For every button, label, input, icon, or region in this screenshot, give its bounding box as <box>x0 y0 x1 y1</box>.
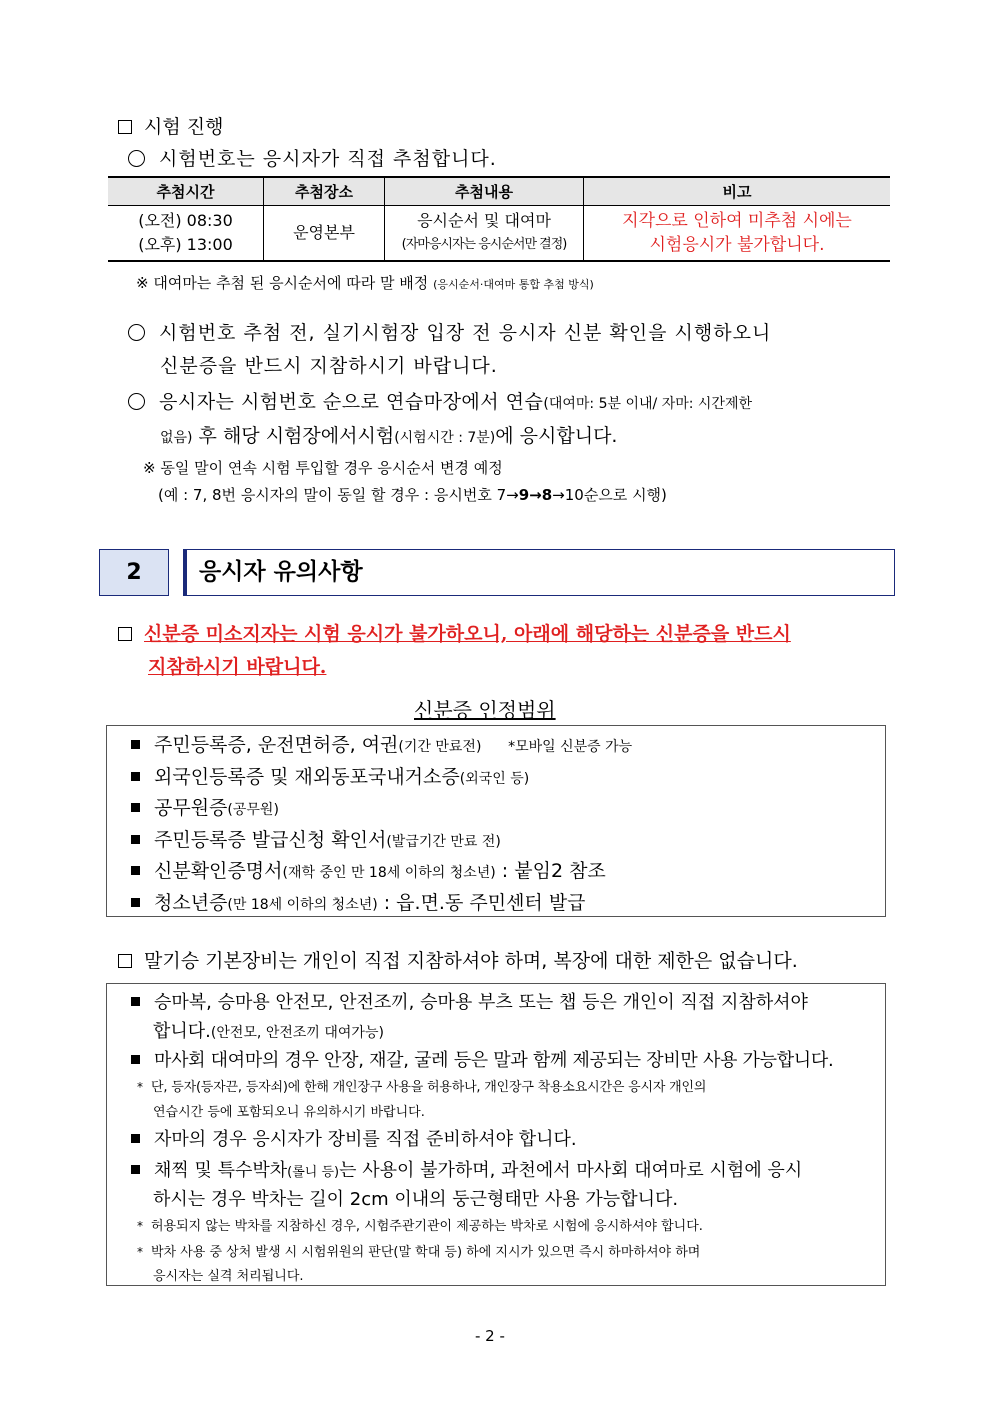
item-draw-number: 시험번호는 응시자가 직접 추첨합니다. <box>128 144 497 171</box>
table-row <box>108 206 890 262</box>
item-id-check: 시험번호 추첨 전, 실기시험장 입장 전 응시자 신분 확인을 시행하오니 <box>128 318 771 345</box>
list-item-cont: 합니다.(안전모, 안전조끼 대여가능) <box>153 1021 384 1042</box>
id-item: 외국인등록증 및 재외동포국내거소증(외국인 등) <box>131 762 529 789</box>
note-item-cont: 응시자는 실격 처리됩니다. <box>153 1269 304 1284</box>
id-item: 신분확인증명서(재학 중인 만 18세 이하의 청소년) : 붙임2 참조 <box>131 856 606 883</box>
table-header-row <box>108 177 890 206</box>
equipment-heading: 말기승 기본장비는 개인이 직접 지참하셔야 하며, 복장에 대한 제한은 없습니다. <box>118 946 798 973</box>
square-bullet-icon <box>131 803 140 812</box>
section-number: 2 <box>99 549 169 596</box>
square-bullet-icon <box>131 835 140 844</box>
list-item-cont: 하시는 경우 박차는 길이 2cm 이내의 둥근형태만 사용 가능합니다. <box>153 1189 679 1210</box>
checkbox-square-icon <box>118 120 132 134</box>
note-item: * 박차 사용 중 상처 발생 시 시험위원의 판단(말 학대 등) 하에 지시가 있으면 즉시 하마하셔야 하며 <box>137 1245 701 1260</box>
item-practice: 응시자는 시험번호 순으로 연습마장에서 연습(대여마: 5분 이내/ 자마: 시간제한 <box>128 387 752 414</box>
square-bullet-icon <box>131 772 140 781</box>
equipment-box <box>106 983 886 1286</box>
asterisk-icon: * <box>137 1080 143 1094</box>
table-header: 추첨장소 <box>264 177 385 206</box>
square-bullet-icon <box>131 898 140 907</box>
note-order-change: ※ 동일 말이 연속 시험 투입할 경우 응시순서 변경 예정 <box>143 459 503 477</box>
circle-bullet-icon <box>128 393 145 410</box>
square-bullet-icon <box>131 1055 140 1064</box>
id-range-box <box>106 725 886 917</box>
square-bullet-icon <box>131 740 140 749</box>
square-bullet-icon <box>131 997 140 1006</box>
square-bullet-icon <box>131 866 140 875</box>
asterisk-icon: * <box>137 1219 143 1233</box>
id-range-title: 신분증 인정범위 <box>414 698 556 722</box>
section-heading-exam-progress: 시험 진행 <box>118 112 223 139</box>
id-item: 청소년증(만 18세 이하의 청소년) : 읍.면.동 주민센터 발급 <box>131 888 586 915</box>
note-item: * 허용되지 않는 박차를 지참하신 경우, 시험주관기관이 제공하는 박차로 시험에 응시하셔야 합니다. <box>137 1219 703 1234</box>
circle-bullet-icon <box>128 324 145 341</box>
asterisk-icon: * <box>137 1245 143 1259</box>
list-item: 채찍 및 특수박차(롤니 등)는 사용이 불가하며, 과천에서 마사회 대여마로 시험에 응시 <box>131 1156 802 1182</box>
list-item: 마사회 대여마의 경우 안장, 재갈, 굴레 등은 말과 함께 제공되는 장비만 사용 가능합니다. <box>131 1046 833 1072</box>
item-practice-line2: 없음) 후 해당 시험장에서시험(시험시간 : 7분)에 응시합니다. <box>160 425 618 447</box>
cell-note: 지각으로 인하여 미추첨 시에는 시험응시가 불가합니다. <box>584 206 891 262</box>
table-header: 추첨시간 <box>108 177 264 206</box>
cell-place: 운영본부 <box>264 206 385 262</box>
checkbox-square-icon <box>118 627 132 641</box>
id-item: 주민등록증, 운전면허증, 여권(기간 만료전) *모바일 신분증 가능 <box>131 730 632 757</box>
warning-id-required: 신분증 미소지자는 시험 응시가 불가하오니, 아래에 해당하는 신분증을 반드시 <box>118 619 791 646</box>
table-header: 비고 <box>584 177 891 206</box>
draw-schedule-table <box>108 176 890 262</box>
list-item: 자마의 경우 응시자가 장비를 직접 준비하셔야 합니다. <box>131 1125 577 1151</box>
section-title: 응시자 유의사항 <box>183 549 895 596</box>
note-item-cont: 연습시간 등에 포함되오니 유의하시기 바랍니다. <box>153 1105 425 1120</box>
square-bullet-icon <box>131 1134 140 1143</box>
id-item: 주민등록증 발급신청 확인서(발급기간 만료 전) <box>131 825 501 852</box>
page-number: - 2 - <box>475 1327 505 1345</box>
warning-id-required-line2: 지참하시기 바랍니다. <box>148 656 327 678</box>
cell-time: (오전) 08:30 (오후) 13:00 <box>108 206 264 262</box>
item-id-check-line2: 신분증을 반드시 지참하시기 바랍니다. <box>160 355 498 377</box>
note-item: * 단, 등자(등자끈, 등자쇠)에 한해 개인장구 사용을 허용하나, 개인장구 착용소요시간은 응시자 개인의 <box>137 1080 707 1095</box>
table-header: 추첨내용 <box>385 177 584 206</box>
note-order-example: (예 : 7, 8번 응시자의 말이 동일 할 경우 : 응시번호 7→9→8→10순으로 시행) <box>158 486 667 504</box>
square-bullet-icon <box>131 1165 140 1174</box>
cell-content: 응시순서 및 대여마 (자마응시자는 응시순서만 결정) <box>385 206 584 262</box>
note-horse-assignment: ※ 대여마는 추첨 된 응시순서에 따라 말 배정 (응시순서·대여마 통합 추첨 방식) <box>136 274 594 292</box>
checkbox-square-icon <box>118 954 132 968</box>
id-item: 공무원증(공무원) <box>131 793 279 820</box>
circle-bullet-icon <box>128 150 145 167</box>
list-item: 승마복, 승마용 안전모, 안전조끼, 승마용 부츠 또는 챕 등은 개인이 직접 지참하셔야 <box>131 988 808 1014</box>
